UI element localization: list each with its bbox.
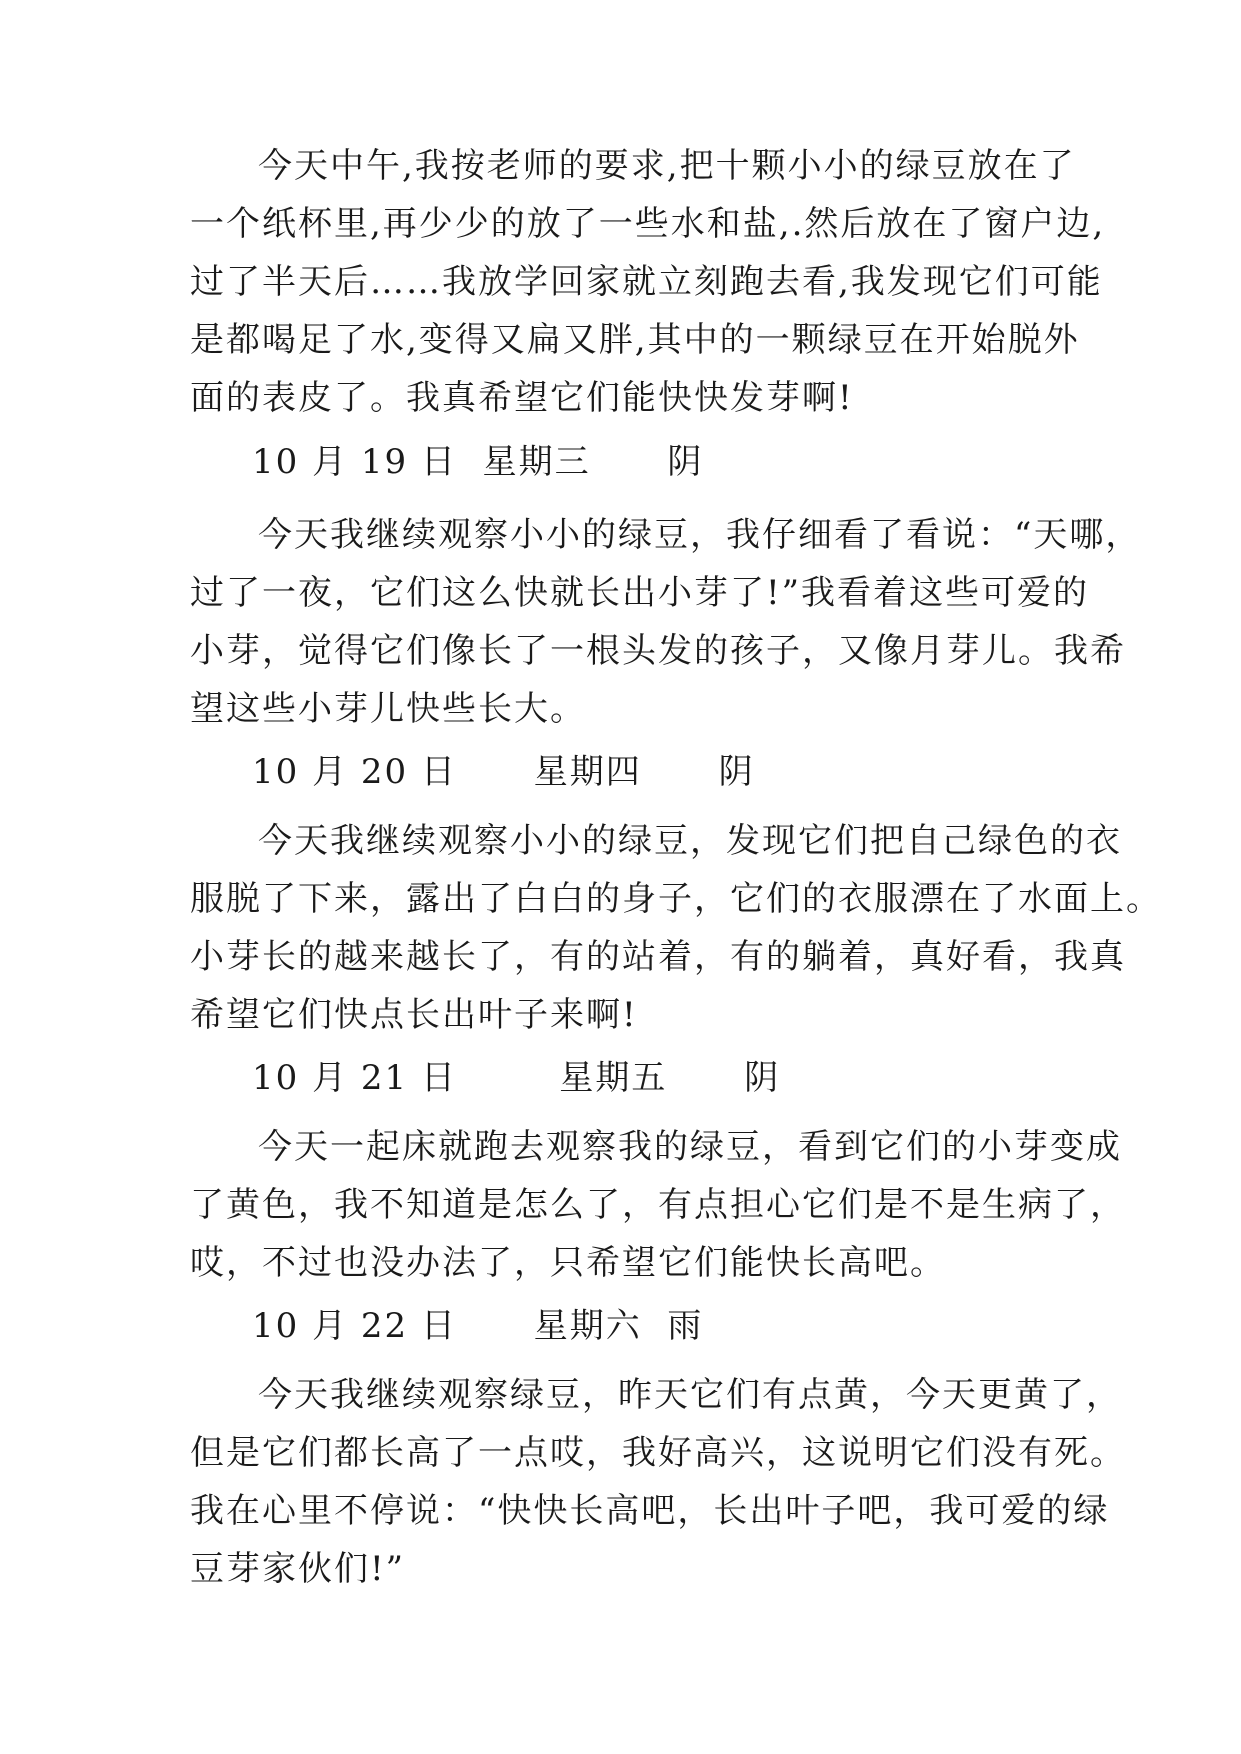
paragraph-line: 今天中午,我按老师的要求,把十颗小小的绿豆放在了	[258, 146, 1076, 186]
paragraph-line: 小芽长的越来越长了，有的站着，有的躺着，真好看，我真	[190, 937, 1126, 977]
paragraph-line: 望这些小芽儿快些长大。	[190, 689, 586, 729]
paragraph-line: 豆芽家伙们!”	[190, 1549, 406, 1589]
paragraph-line: 面的表皮了。我真希望它们能快快发芽啊!	[190, 378, 854, 418]
entry-date-heading: 10 月 22 日 星期六 雨	[252, 1306, 704, 1346]
paragraph-line: 我在心里不停说：“快快长高吧，长出叶子吧，我可爱的绿	[190, 1491, 1110, 1531]
paragraph-line: 了黄色，我不知道是怎么了，有点担心它们是不是生病了，	[190, 1185, 1126, 1225]
paragraph-line: 哎，不过也没办法了，只希望它们能快长高吧。	[190, 1243, 946, 1283]
paragraph-line: 过了一夜，它们这么快就长出小芽了!”我看着这些可爱的	[190, 573, 1090, 613]
paragraph-line: 希望它们快点长出叶子来啊!	[190, 995, 638, 1035]
paragraph-line: 今天我继续观察小小的绿豆，发现它们把自己绿色的衣	[258, 821, 1122, 861]
paragraph-line: 服脱了下来，露出了白白的身子，它们的衣服漂在了水面上。	[190, 879, 1162, 919]
paragraph-line: 过了半天后……我放学回家就立刻跑去看,我发现它们可能	[190, 262, 1103, 302]
paragraph-line: 一个纸杯里,再少少的放了一些水和盐,.然后放在了窗户边,	[190, 204, 1106, 244]
paragraph-line: 但是它们都长高了一点哎，我好高兴，这说明它们没有死。	[190, 1433, 1126, 1473]
paragraph-line: 今天一起床就跑去观察我的绿豆，看到它们的小芽变成	[258, 1127, 1122, 1167]
paragraph-line: 小芽，觉得它们像长了一根头发的孩子，又像月芽儿。我希	[190, 631, 1126, 671]
paragraph-line: 今天我继续观察小小的绿豆，我仔细看了看说：“天哪，	[258, 515, 1142, 555]
entry-date-heading: 10 月 21 日 星期五 阴	[252, 1058, 781, 1098]
entry-date-heading: 10 月 19 日 星期三 阴	[252, 442, 704, 482]
entry-date-heading: 10 月 20 日 星期四 阴	[252, 752, 755, 792]
paragraph-line: 是都喝足了水,变得又扁又胖,其中的一颗绿豆在开始脱外	[190, 320, 1080, 360]
paragraph-line: 今天我继续观察绿豆，昨天它们有点黄，今天更黄了，	[258, 1375, 1122, 1415]
